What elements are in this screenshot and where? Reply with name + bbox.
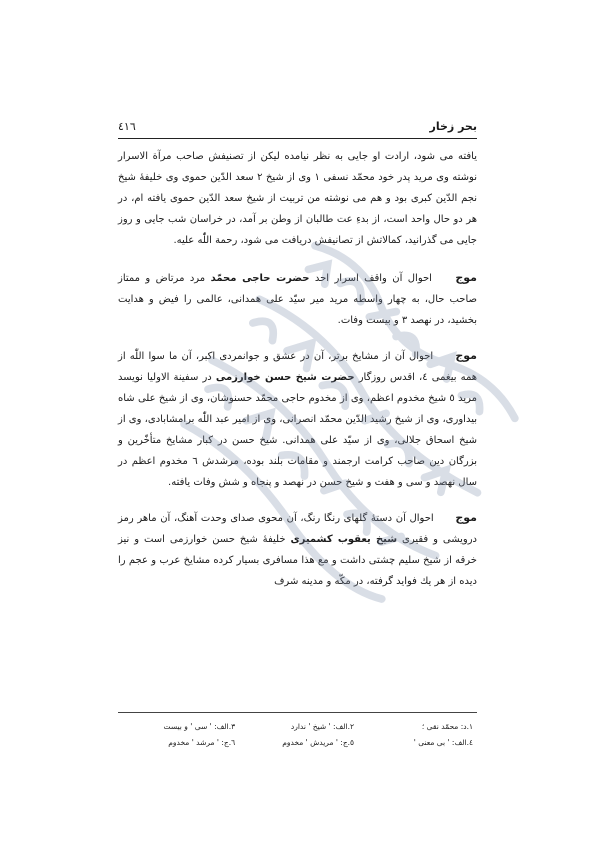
- main-text: [118, 146, 477, 606]
- footnotes: [118, 712, 477, 751]
- section-marker: موج: [455, 349, 477, 362]
- header-title: بحر زخار: [429, 120, 477, 133]
- paragraph-text: مرد مرتاض و ممتاز صاحب حال، به چهار واسطه مرید میر سیّد علی همدانی، عالمی را فیض و هدایت بخشید، در نهصد ٣ و بیست وفات.: [118, 273, 477, 326]
- person-name: حضرت شیخ حسن خوارزمی: [215, 372, 355, 383]
- paragraph-text: خلیفهٔ شیخ حسن خوارزمی است و نیز خرقه از شیخ سلیم چشتی داشت و مع هذا مسافری بسیار کرده مشایخ عرب و عجم را دیده از هر یك فواید گرفته، در مکّه و مدینه شرف: [118, 534, 477, 587]
- running-header: [118, 120, 477, 139]
- section-marker: موج: [455, 271, 477, 284]
- person-name: شیخ یعقوب کشمیری: [290, 534, 398, 545]
- paragraph-1: یافته می شود، ارادت او جایی به نظر نیامده لیکن از تصنیفش صاحب مرآة الاسرار نوشته وی مرید پدر خود محمّد نسفی ١ وی از شیخ ٢ سعد الدّین حموی وی خلیفهٔ شیخ نجم الدّین کبری بود و هم می نوشته من تربیت از شیخ سعد الدّین حموی یافته ام، در هر دو حال واحد است، از بدءِ عت طالبان از وطن بر آمد، در خراسان شب جایی و روز جایی می گذرانید، کمالاتش از تصانیفش دریافت می شود، رحمة اللّٰه علیه.: [118, 151, 477, 246]
- page-number: ٤١٦: [118, 120, 136, 133]
- footnote-row: [118, 719, 477, 735]
- footnote: ٤.الف: ' بی معنی ': [413, 738, 473, 747]
- paragraph-3: [118, 345, 477, 493]
- paragraph-4: [118, 507, 477, 592]
- footnote: ٦.ج: ' مرشد ' مخدوم: [168, 738, 236, 747]
- footnote: ٣.الف: ' سی ' و بیست: [163, 722, 236, 731]
- footnote: ١.د: محمّد نقی ؛: [421, 722, 473, 731]
- paragraph-text: احوال آن از مشایخ برتر، آن در عشق و جوانمردی اکبر، آن ما سوا اللّٰه از همه بیغمی ٤، اقدس روزگار: [118, 351, 478, 383]
- paragraph-2: [118, 267, 477, 331]
- footnote: ٥.ج: ' مریدش ' مخدوم: [282, 738, 355, 747]
- person-name: حضرت حاجی محمّد: [210, 273, 310, 284]
- footnote: ٢.الف: ' شیخ ' ندارد: [290, 722, 355, 731]
- paragraph-text: در سفینة الاولیا نویسد مرید ٥ شیخ مخدوم اعظم، وی از مخدوم حاجی محمّد حسنوشان، وی از شیخ علی شاه بیداوری، وی از شیخ رشید الدّین محمّد انصرانی، وی از امیر عبد اللّٰه برامشابادی، وی از شیخ اسحاق جلالی، وی از سیّد علی همدانی. شیخ حسن در کبار مشایخ متأخّرین و بزرگان دین صاحب کرامت ارجمند و مقامات بلند بوده، مرشدش ٦ مخدوم اعظم در سال نهصد و سی و هفت و شیخ حسن در نهصد و پنجاه و شش وفات یافته.: [118, 372, 477, 488]
- footnote-row: [118, 735, 477, 751]
- paragraph-text: احوال آن واقف اسرار احد: [314, 273, 432, 284]
- paragraph-text: احوال آن دستهٔ گلهای رنگا رنگ، آن محوی صدای وحدت آهنگ، آن ماهر رمز درویشی و فقیری: [118, 513, 478, 545]
- section-marker: موج: [455, 511, 477, 524]
